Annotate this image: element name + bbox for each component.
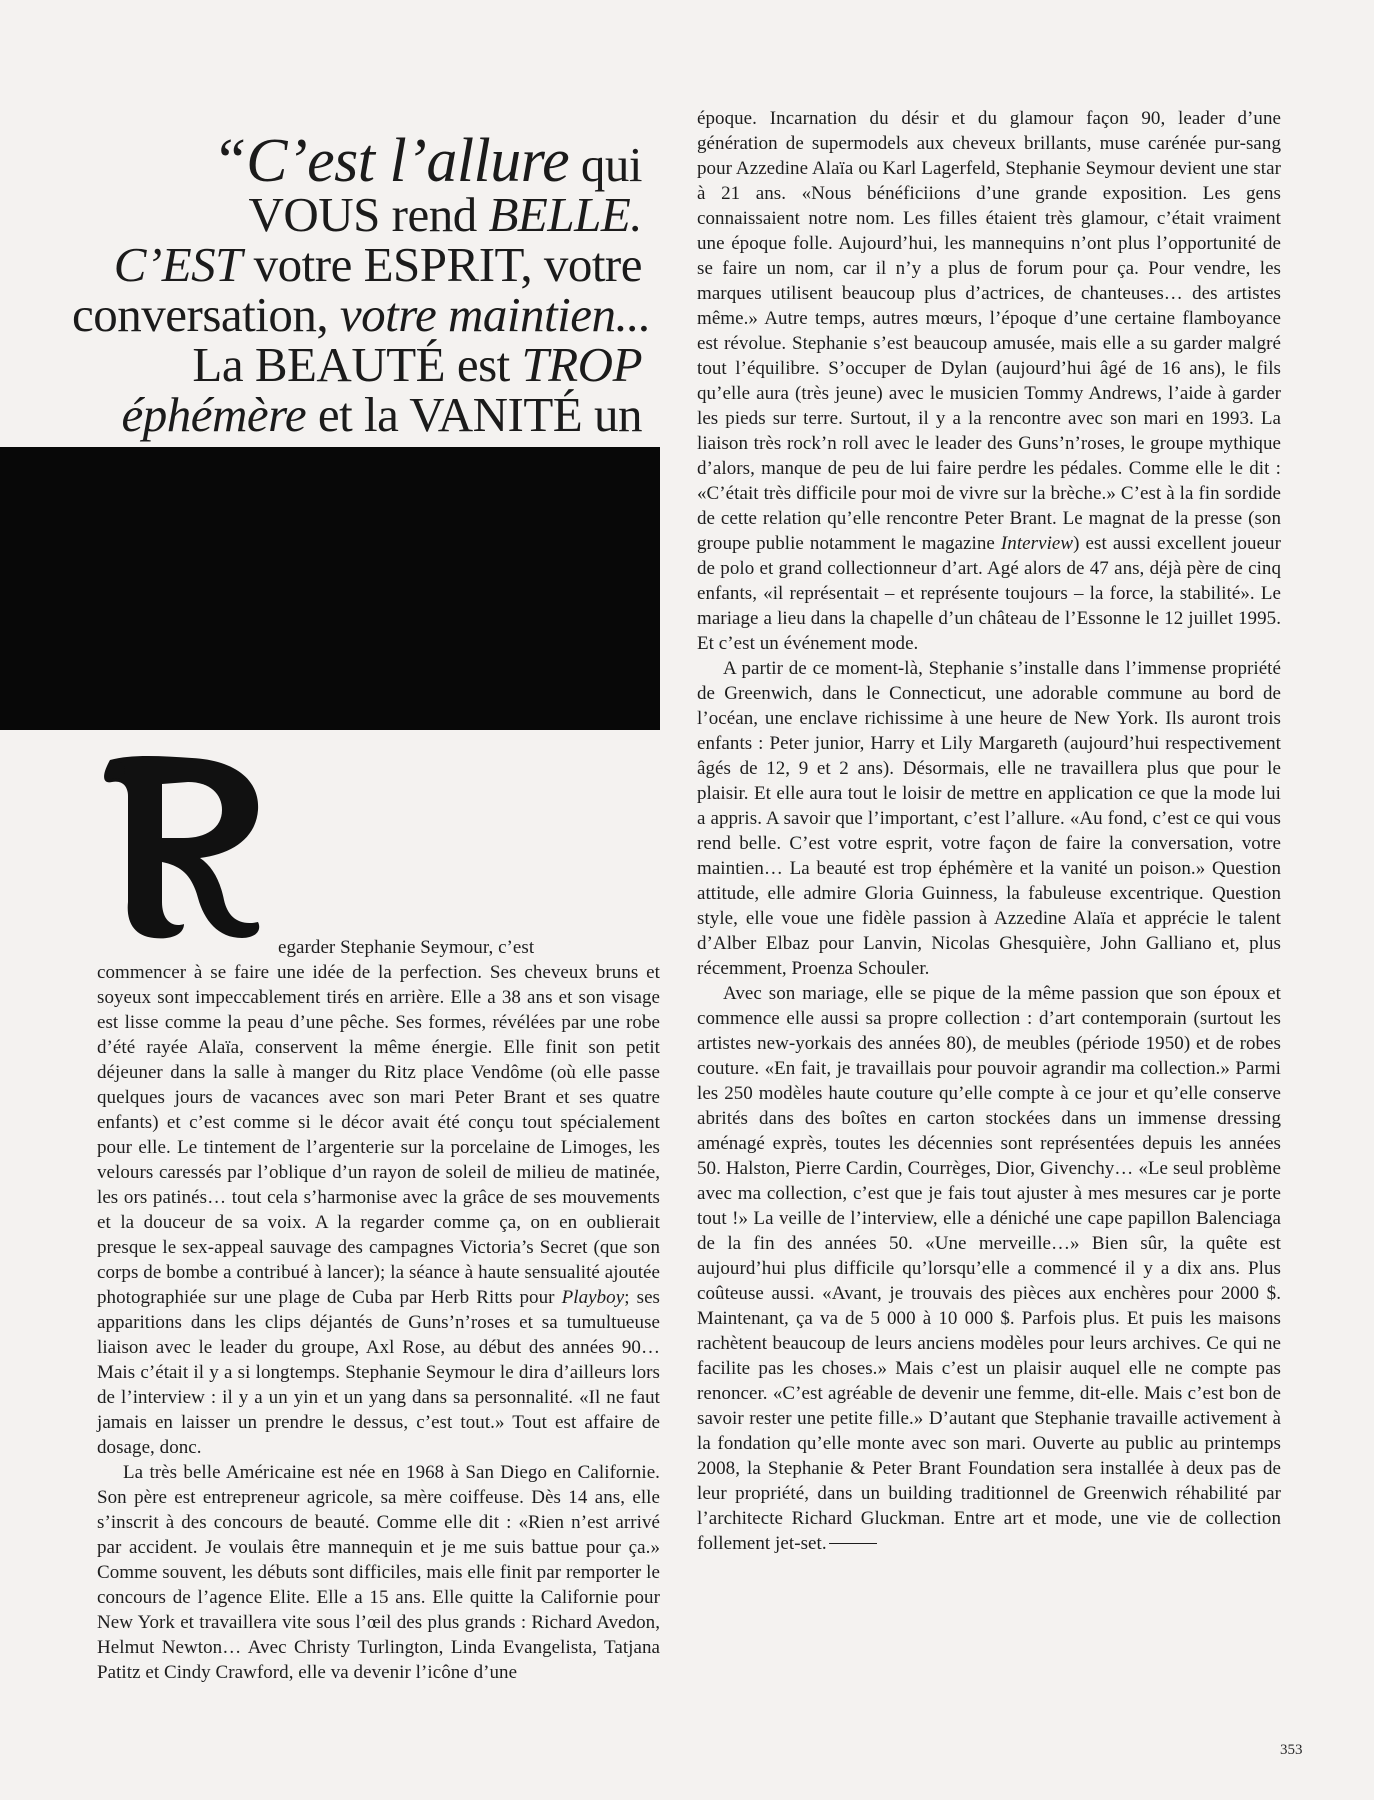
paragraph: La très belle Américaine est née en 1968 à San Diego en Californie. Son père est entrepreneur agricole, sa mère coiffeuse. Dès 14 ans, elle s’inscrit à des concours de beauté. Comme elle dit : «Rien n’est arrivé par accident. Je voulais être mannequin et je me suis battue pour ça.» Comme souvent, les débuts sont difficiles, mais elle finit par remporter le concours de l’agence Elite. Elle a 15 ans. Elle quitte la Californie pour New York et travaillera vite sous l’œil des plus grands : Richard Avedon, Helmut Newton… Avec Christy Turlington, Linda Evangelista, Tatjana Patitz et Cindy Crawford, elle va devenir l’icône d’une — [97, 1462, 660, 1683]
pull-quote-line: conversation, votre maintien... — [72, 287, 651, 342]
drop-cap-dot — [107, 761, 125, 779]
drop-cap-r-ornament — [92, 752, 278, 942]
pull-quote-line: La BEAUTÉ est TROP — [192, 337, 642, 392]
paragraph: commencer à se faire une idée de la perfection. Ses cheveux bruns et soyeux sont impeccablement tirés en arrière. Elle a 38 ans et son visage est lisse comme la peau d’une pêche. Ses formes, révélées par une robe d’été rayée Alaïa, conservent la même énergie. Elle finit son petit déjeuner dans la salle à manger du Ritz place Vendôme (où elle passe quelques jours de vacances avec son mari Peter Brant et ses quatre enfants) et c’est comme si le décor avait été conçu tout spécialement pour elle. Le tintement de l’argenterie sur la porcelaine de Limoges, les velours caressés par l’oblique d’un rayon de soleil de milieu de matinée, les ors patinés… tout cela s’harmonise avec la grâce de ses mouvements et la douceur de sa voix. A la regarder comme ça, on en oublierait presque le sex-appeal sauvage des campagnes Victoria’s Secret (que son corps de bombe a contribué à lancer); la séance à haute sensualité ajoutée photographiée sur une plage de Cuba par Herb Ritts pour Playboy; ses apparitions dans les clips déjantés de Guns’n’roses et sa tumultueuse liaison avec le leader du groupe, Axl Rose, au début des années 90… Mais c’était il y a si longtemps. Stephanie Seymour le dira d’ailleurs lors de l’interview : il y a un yin et un yang dans sa personnalité. «Il ne faut jamais en laisser un prendre le dessus, c’est tout.» Tout est affaire de dosage, donc. — [97, 962, 660, 1458]
article-column-right — [697, 106, 1281, 1556]
paragraph: époque. Incarnation du désir et du glamour façon 90, leader d’une génération de supermodels aux cheveux brillants, muse carénée pur-sang pour Azzedine Alaïa ou Karl Lagerfeld, Stephanie Seymour devient une star à 21 ans. «Nous bénéficiions d’une grande exposition. Les gens connaissaient notre nom. Les filles étaient très glamour, c’était vraiment une époque folle. Aujourd’hui, les mannequins n’ont plus l’opportunité de se faire un nom, car il n’y a plus de forum pour ça. Pour vendre, les marques utilisent beaucoup plus d’actrices, de chanteuses… des artistes même.» Autre temps, autres mœurs, l’époque d’une certaine flamboyance est révolue. Stephanie s’est beaucoup amusée, mais elle a su garder malgré tout l’équilibre. S’occuper de Dylan (aujourd’hui âgé de 16 ans), le fils qu’elle aura (très jeune) avec le musicien Tommy Andrews, l’aide à garder les pieds sur terre. Surtout, il y a la rencontre avec son mari en 1993. La liaison très rock’n roll avec le leader des Guns’n’roses, le groupe mythique d’alors, manque de peu de lui faire perdre les pédales. Comme elle le dit : «C’était très difficile pour moi de vivre sur la brèche.» C’est à la fin sordide de cette relation qu’elle rencontre Peter Brant. Le magnat de la presse (son groupe publie notamment le magazine Interview) est aussi excellent joueur de polo et grand collectionneur d’art. Agé alors de 47 ans, déjà père de cinq enfants, «il représentait – et représente toujours – la force, la stabilité». Le mariage a lieu dans la chapelle d’un château de l’Essonne le 12 juillet 1995. Et c’est un événement mode. — [697, 108, 1281, 654]
paragraph: Avec son mariage, elle se pique de la même passion que son époux et commence elle aussi sa propre collection : d’art contemporain (surtout les artistes new-yorkais des années 80), de meubles (période 1950) et de robes couture. «En fait, je travaillais pour pouvoir agrandir ma collection.» Parmi les 250 modèles haute couture qu’elle compte à ce jour et qu’elle conserve abrités dans des boîtes en carton stockées dans un immense dressing aménagé exprès, toutes les décennies sont représentées depuis les années 50. Halston, Pierre Cardin, Courrèges, Dior, Givenchy… «Le seul problème avec ma collection, c’est que je fais tout ajuster à mes mesures car je porte tout !» La veille de l’interview, elle a déniché une cape papillon Balenciaga de la fin des années 50. «Une merveille…» Bien sûr, la quête est aujourd’hui plus difficile qu’lorsqu’elle a commencé il y a dix ans. Plus coûteuse aussi. «Avant, je trouvais des pièces aux enchères pour 2000 $. Maintenant, ça va de 5 000 à 10 000 $. Parfois plus. Et puis les maisons rachètent beaucoup de leurs anciens modèles pour leurs archives. Ce qui ne facilite pas les choses.» Mais c’est un plaisir auquel elle ne compte pas renoncer. «C’est agréable de devenir une femme, dit-elle. Mais c’est bon de savoir rester une petite fille.» D’autant que Stephanie travaille activement à la fondation qu’elle monte avec son mari. Ouverte au public au printemps 2008, la Stephanie & Peter Brant Foundation sera installée à deux pas de leur propriété, dans un building traditionnel de Greenwich réhabilité par l’architecte Richard Gluckman. Entre art et mode, une vie de collection follement jet-set. — [697, 983, 1281, 1554]
pull-quote-line: éphémère et la VANITÉ un — [121, 387, 642, 442]
article-column-left — [97, 960, 660, 1685]
end-of-article-rule — [829, 1543, 877, 1544]
pull-quote-line: “C’est l’allure qui — [212, 127, 642, 195]
pull-quote — [72, 127, 651, 490]
page-number: 353 — [1280, 1742, 1303, 1758]
article-first-line: egarder Stephanie Seymour, c’est — [278, 937, 535, 958]
paragraph: A partir de ce moment-là, Stephanie s’installe dans l’immense propriété de Greenwich, dans le Connecticut, une adorable commune au bord de l’océan, une enclave richissime à une heure de New York. Ils auront trois enfants : Peter junior, Harry et Lily Margareth (aujourd’hui respectivement âgés de 12, 9 et 2 ans). Désormais, elle ne travaillera plus que pour le plaisir. Et elle aura tout le loisir de mettre en application ce que la mode lui a appris. A savoir que l’important, c’est l’allure. «Au fond, c’est ce qui vous rend belle. C’est votre esprit, votre façon de faire la conversation, votre maintien… La beauté est trop éphémère et la vanité un poison.» Question attitude, elle admire Gloria Guinness, la fabuleuse excentrique. Question style, elle voue une fidèle passion à Azzedine Alaïa et apprécie le talent d’Alber Elbaz pour Lanvin, Nicolas Ghesquière, John Galliano et, plus récemment, Proenza Schouler. — [697, 658, 1281, 979]
pull-quote-line: C’EST votre ESPRIT, votre — [113, 237, 642, 292]
black-image-block — [0, 447, 660, 730]
pull-quote-line: VOUS rend BELLE. — [248, 187, 642, 242]
